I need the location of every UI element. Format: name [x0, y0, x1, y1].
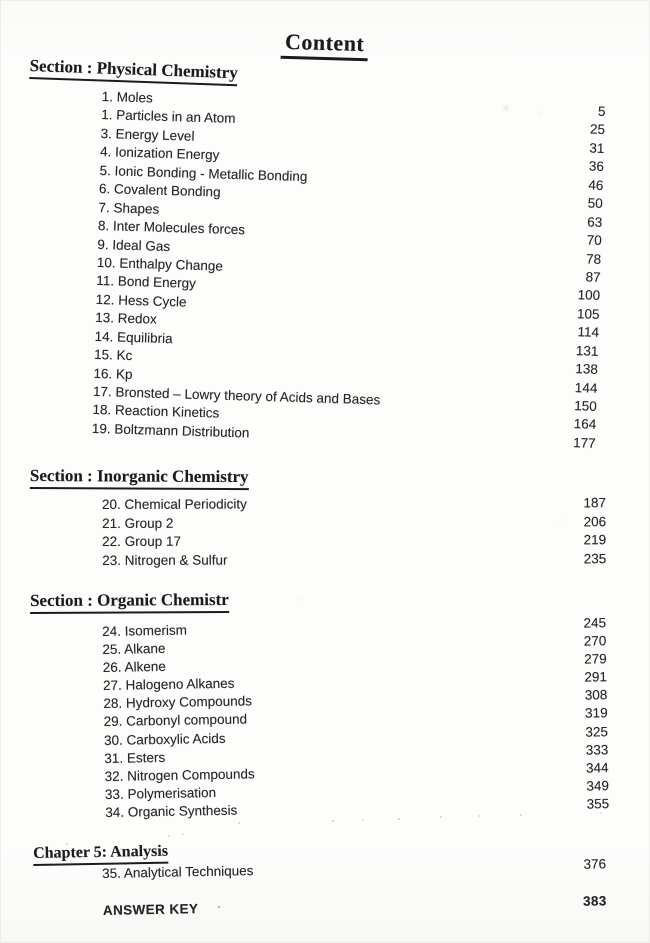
- toc-item-label: 32. Nitrogen Compounds: [104, 766, 255, 784]
- toc-page-number: 5: [597, 103, 606, 119]
- toc-list-organic: [102, 615, 609, 823]
- toc-item-label: 24. Isomerism: [102, 622, 188, 639]
- toc-page-number: 177: [572, 435, 596, 451]
- toc-item-label: 28. Hydroxy Compounds: [103, 693, 253, 712]
- toc-page-number: 333: [585, 741, 609, 758]
- toc-item-label: 5. Ionic Bonding - Metallic Bonding: [99, 162, 308, 184]
- toc-row: [102, 856, 606, 884]
- toc-page-number: 164: [573, 416, 597, 433]
- toc-page-number: 31: [589, 140, 605, 156]
- page-title: Content: [281, 29, 369, 61]
- toc-page-number: 100: [577, 287, 601, 304]
- toc-page-number: 144: [574, 379, 598, 396]
- toc-item-label: 15. Kc: [93, 347, 133, 364]
- toc-page-number: 344: [585, 759, 609, 776]
- section-heading-chapter5: [33, 843, 168, 866]
- answer-key-label: ANSWER KEY: [102, 901, 199, 919]
- toc-item-label: 4. Ionization Energy: [99, 144, 220, 163]
- toc-page-number: 25: [589, 121, 606, 138]
- toc-item-label: 27. Halogeno Alkanes: [102, 675, 235, 694]
- toc-row: [102, 551, 606, 571]
- toc-item-label: 10. Enthalpy Change: [96, 254, 224, 274]
- toc-row: [102, 495, 606, 515]
- toc-item-label: 16. Kp: [93, 365, 133, 382]
- toc-page-number: 78: [585, 250, 602, 267]
- toc-item-label: 19. Boltzmann Distribution: [91, 420, 250, 441]
- toc-page-number: 235: [583, 551, 607, 567]
- toc-page-number: 245: [583, 615, 607, 631]
- toc-item-label: 26. Alkene: [102, 659, 166, 676]
- toc-page-number: 114: [577, 324, 600, 341]
- toc-page-number: 63: [587, 214, 603, 230]
- toc-list-chapter5: [102, 856, 607, 922]
- toc-item-label: 17. Bronsted – Lowry theory of Acids and Bases: [92, 383, 381, 408]
- toc-item-label: 3. Energy Level: [100, 125, 195, 144]
- toc-item-label: 9. Ideal Gas: [97, 236, 171, 254]
- answer-key-row: [103, 894, 607, 922]
- section-heading-physical: [29, 56, 238, 86]
- toc-page-number: 308: [584, 687, 608, 703]
- toc-page-number: 50: [587, 195, 604, 212]
- section-heading-inorganic: [30, 466, 249, 490]
- answer-key-page: 383: [582, 893, 607, 910]
- toc-page-number: 150: [574, 398, 598, 414]
- toc-item-label: 8. Inter Molecules forces: [97, 218, 246, 238]
- toc-item-label: 35. Analytical Techniques: [102, 863, 254, 881]
- toc-item-label: 31. Esters: [104, 749, 166, 766]
- toc-page-number: 131: [575, 342, 599, 359]
- toc-page-number: 36: [588, 158, 605, 175]
- toc-item-label: 22. Group 17: [102, 534, 181, 550]
- toc-page-number: 105: [576, 306, 600, 322]
- toc-item-label: 20. Chemical Periodicity: [102, 496, 247, 512]
- toc-item-label: 12. Hess Cycle: [95, 291, 187, 310]
- page-title-wrap: [0, 30, 650, 60]
- toc-item-label: 7. Shapes: [98, 199, 160, 217]
- toc-item-label: 34. Organic Synthesis: [105, 802, 238, 820]
- toc-item-label: 29. Carbonyl compound: [103, 711, 248, 730]
- toc-list-physical: [92, 89, 606, 454]
- toc-item-label: 30. Carboxylic Acids: [103, 730, 226, 748]
- toc-page-number: 279: [584, 651, 607, 667]
- toc-item-label: 11. Bond Energy: [96, 273, 197, 292]
- section-heading-chapter5-text: Chapter 5: Analysis: [33, 843, 168, 866]
- section-heading-organic-text: Section : Organic Chemistr: [30, 590, 229, 614]
- toc-page-number: 138: [575, 361, 599, 377]
- toc-page-number: 87: [585, 269, 601, 285]
- toc-page-number: 270: [583, 633, 607, 649]
- toc-page-number: 219: [583, 532, 607, 548]
- toc-page-number: 349: [586, 778, 610, 794]
- toc-page-number: 325: [585, 723, 609, 740]
- toc-list-inorganic: [102, 495, 606, 572]
- toc-row: [102, 514, 606, 534]
- toc-item-label: 18. Reaction Kinetics: [92, 402, 220, 422]
- toc-item-label: 14. Equilibria: [94, 328, 173, 346]
- toc-page-number: 46: [588, 177, 604, 193]
- toc-page-number: 291: [584, 669, 608, 685]
- toc-item-label: 33. Polymerisation: [104, 784, 217, 802]
- toc-page-number: 376: [583, 856, 607, 872]
- toc-item-label: 13. Redox: [94, 310, 157, 327]
- toc-page-number: 319: [584, 705, 608, 722]
- section-heading-physical-text: Section : Physical Chemistry: [29, 56, 238, 86]
- toc-page-number: 70: [586, 232, 602, 248]
- scan-noise-speckles: [0, 0, 2, 2]
- section-heading-inorganic-text: Section : Inorganic Chemistry: [30, 466, 249, 490]
- toc-page-number: 355: [586, 796, 610, 812]
- toc-item-label: 23. Nitrogen & Sulfur: [102, 552, 228, 569]
- section-heading-organic: [30, 590, 229, 614]
- toc-item-label: 1. Particles in an Atom: [101, 107, 236, 127]
- toc-page-number: 187: [583, 495, 607, 511]
- toc-page-number: 206: [583, 513, 607, 530]
- toc-item-label: 25. Alkane: [102, 640, 166, 658]
- toc-row: [102, 533, 606, 553]
- toc-item-label: 1. Moles: [101, 89, 154, 106]
- toc-item-label: 21. Group 2: [102, 515, 174, 531]
- toc-item-label: 6. Covalent Bonding: [98, 181, 221, 200]
